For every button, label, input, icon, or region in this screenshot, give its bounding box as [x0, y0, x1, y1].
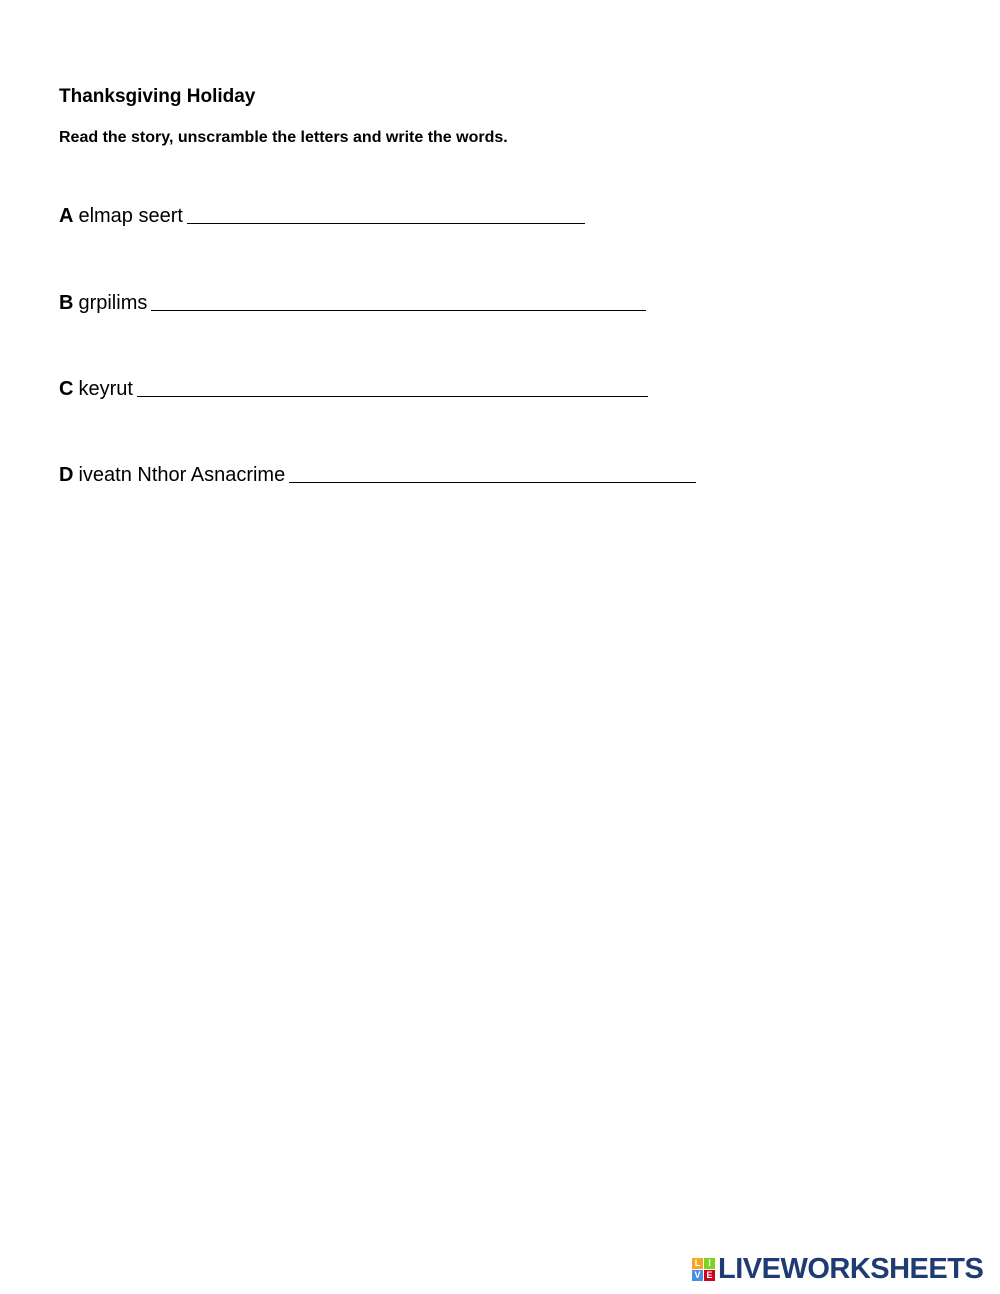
logo-mark-cell: I: [704, 1258, 715, 1269]
item-letter: C: [59, 378, 74, 400]
logo-text: LIVEWORKSHEETS: [718, 1253, 984, 1285]
question-item-d: [59, 459, 696, 487]
logo-mark-cell: L: [692, 1258, 703, 1269]
question-item-a: [59, 200, 585, 228]
item-letter: A: [59, 205, 74, 227]
question-item-b: [59, 287, 646, 315]
question-item-c: [59, 373, 648, 401]
answer-blank[interactable]: [151, 290, 646, 311]
worksheet-instructions: Read the story, unscramble the letters and write the words.: [59, 129, 508, 146]
scrambled-word: grpilims: [78, 292, 148, 314]
item-letter: B: [59, 292, 74, 314]
answer-blank[interactable]: [187, 203, 585, 224]
answer-blank[interactable]: [137, 376, 648, 397]
logo-mark-icon: [692, 1258, 715, 1281]
liveworksheets-logo: [692, 1254, 983, 1284]
logo-mark-cell: E: [704, 1270, 715, 1281]
scrambled-word: iveatn Nthor Asnacrime: [78, 464, 286, 486]
logo-mark-cell: V: [692, 1270, 703, 1281]
answer-blank[interactable]: [289, 462, 696, 483]
worksheet-title: Thanksgiving Holiday: [59, 86, 256, 107]
scrambled-word: elmap seert: [78, 205, 183, 227]
scrambled-word: keyrut: [78, 378, 133, 400]
item-letter: D: [59, 464, 74, 486]
